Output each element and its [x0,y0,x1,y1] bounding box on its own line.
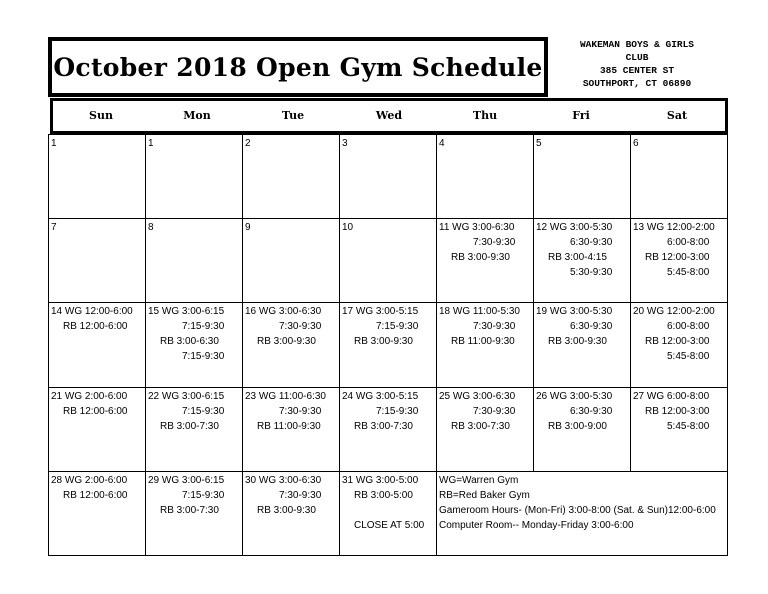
schedule-line [245,334,337,349]
calendar-day-cell [49,303,146,387]
schedule-line [633,250,725,265]
day-number: 18 [439,306,451,318]
schedule-text: RB 3:00-9:30 [257,504,316,516]
day-number: 28 [51,474,63,486]
schedule-text: 6:30-9:30 [570,321,613,333]
schedule-line [51,404,143,419]
schedule-text: WG 3:00-5:30 [549,390,613,402]
schedule-line [633,404,725,419]
calendar-week-row [49,387,728,471]
calendar-day-cell [146,135,243,219]
schedule-text: RB 12:00-3:00 [645,252,710,264]
schedule-text: WG 6:00-8:00 [646,390,710,402]
schedule-text: RB 11:00-9:30 [451,336,515,348]
calendar-day-cell [146,219,243,303]
schedule-text: WG 3:00-6:30 [452,390,516,402]
schedule-line [51,319,143,334]
calendar-day-cell [49,387,146,471]
schedule-line [633,319,725,334]
day-number: 11 [439,222,450,234]
day-number: 26 [536,390,548,402]
schedule-line [245,503,337,518]
calendar-day-cell [146,471,243,555]
schedule-text: RB 11:00-9:30 [257,420,321,432]
calendar-day-cell [534,135,631,219]
day-first-line [633,304,725,319]
schedule-text: 7:15-9:30 [182,405,225,417]
schedule-text: RB 12:00-6:00 [63,321,128,333]
day-first-line [342,304,434,319]
schedule-line [536,319,628,334]
weekday-sat: Sat [666,109,688,122]
day-number: 8 [148,222,154,234]
schedule-line [536,404,628,419]
day-number: 21 [51,390,63,402]
calendar-day-cell [243,219,340,303]
schedule-text: 6:30-9:30 [570,237,613,249]
schedule-text: 7:30-9:30 [473,405,516,417]
schedule-line [51,488,143,503]
schedule-text: WG 3:00-6:30 [258,474,322,486]
club-name-line-1: WAKEMAN BOYS & GIRLS [579,39,695,50]
schedule-line [439,404,531,419]
schedule-text: RB 3:00-9:30 [354,336,413,348]
weekday-header [50,98,728,134]
schedule-line [439,419,531,434]
schedule-text: WG 11:00-5:30 [452,306,520,318]
schedule-line [342,404,434,419]
day-number: 1 [51,138,57,149]
schedule-text: RB 3:00-4:15 [548,252,607,264]
schedule-text: RB 3:00-9:30 [257,336,316,348]
day-number: 6 [633,138,639,149]
schedule-text: WG 3:00-5:30 [549,222,613,234]
schedule-text: WG 3:00-5:15 [355,306,419,318]
calendar-day-cell [534,219,631,303]
day-number: 24 [342,390,354,402]
club-name-line-2: CLUB [625,52,649,63]
schedule-line [342,518,434,533]
day-number: 2 [245,138,251,149]
schedule-text: RB 12:00-6:00 [63,405,128,417]
schedule-text: 7:30-9:30 [279,405,322,417]
calendar-day-cell [243,471,340,555]
day-number: 13 [633,222,645,234]
day-number: 22 [148,390,160,402]
schedule-line [536,419,628,434]
day-number: 19 [536,306,548,318]
schedule-line [439,250,531,265]
day-number: 5 [536,138,542,149]
schedule-text: WG 3:00-6:30 [452,222,515,234]
calendar-day-cell [631,135,728,219]
weekday-sun: Sun [89,109,113,122]
schedule-line [633,349,725,364]
schedule-text: 6:00-8:00 [667,237,710,249]
calendar-week-row [49,219,728,303]
calendar-grid [48,134,728,556]
legend-line: RB=Red Baker Gym [439,489,530,501]
day-first-line [245,389,337,404]
schedule-text: RB 12:00-3:00 [645,405,710,417]
schedule-text: 7:30-9:30 [473,321,516,333]
day-first-line [439,220,531,235]
day-first-line [536,304,628,319]
calendar-day-cell [631,387,728,471]
schedule-line [148,349,240,364]
club-street: 385 CENTER ST [599,65,675,76]
day-number: 9 [245,222,251,234]
schedule-line [245,419,337,434]
day-first-line [633,389,725,404]
calendar-day-cell [340,387,437,471]
schedule-line [148,488,240,503]
calendar-day-cell [146,303,243,387]
day-number: 7 [51,222,57,234]
day-number: 20 [633,306,645,318]
schedule-line [342,488,434,503]
schedule-line [633,419,725,434]
day-first-line [245,473,337,488]
day-first-line [51,473,143,488]
schedule-text: RB 3:00-9:30 [548,336,607,348]
calendar-day-cell [437,303,534,387]
weekday-wed: Wed [375,109,403,122]
schedule-text: RB 12:00-6:00 [63,489,128,501]
day-first-line [148,473,240,488]
calendar-day-cell [631,303,728,387]
schedule-line [245,488,337,503]
schedule-line [148,404,240,419]
schedule-text: 7:15-9:30 [182,489,225,501]
calendar-day-cell [49,135,146,219]
day-number: 25 [439,390,451,402]
schedule-line [536,250,628,265]
schedule-text: RB 3:00-9:00 [548,420,607,432]
day-number: 14 [51,306,63,318]
schedule-line [536,265,628,280]
calendar-day-cell [243,387,340,471]
day-first-line [51,389,143,404]
legend-cell [437,471,728,555]
calendar-day-cell [49,471,146,555]
schedule-text: WG 3:00-6:15 [161,306,225,318]
day-number: 15 [148,306,160,318]
schedule-text: RB 3:00-7:30 [451,420,510,432]
day-number: 3 [342,138,348,149]
schedule-text: WG 12:00-2:00 [646,222,715,234]
schedule-line [633,235,725,250]
legend-line: Gameroom Hours- (Mon-Fri) 3:00-8:00 (Sat. & Sun)12:00-6:00 [439,504,716,516]
schedule-line [245,404,337,419]
schedule-title: October 2018 Open Gym Schedule [53,52,543,82]
schedule-text: RB 12:00-3:00 [645,336,710,348]
calendar-day-cell [340,471,437,555]
calendar-day-cell [243,135,340,219]
schedule-text: WG 2:00-6:00 [64,390,128,402]
schedule-text: 7:30-9:30 [279,321,322,333]
calendar-week-row [49,471,728,555]
schedule-line [342,319,434,334]
day-first-line [148,389,240,404]
schedule-line [439,319,531,334]
schedule-text: WG 2:00-6:00 [64,474,128,486]
day-number: 10 [342,222,354,234]
calendar-day-cell [243,303,340,387]
schedule-text: CLOSE AT 5:00 [354,519,425,531]
day-number: 30 [245,474,257,486]
day-first-line [342,473,434,488]
weekday-mon: Mon [183,109,211,122]
schedule-line [439,334,531,349]
schedule-text: WG 3:00-6:15 [161,390,225,402]
schedule-text: RB 3:00-7:30 [160,420,219,432]
calendar-day-cell [437,387,534,471]
calendar-day-cell [49,219,146,303]
day-number: 29 [148,474,160,486]
schedule-text: RB 3:00-9:30 [451,252,510,264]
schedule-text: 7:15-9:30 [376,321,419,333]
calendar-day-cell [340,135,437,219]
club-address [554,38,720,90]
schedule-text: WG 3:00-6:15 [161,474,225,486]
schedule-text: RB 3:00-7:30 [354,420,413,432]
day-number: 27 [633,390,645,402]
schedule-text: 7:15-9:30 [182,351,225,363]
day-first-line [439,304,531,319]
schedule-line [439,235,531,250]
weekday-fri: Fri [572,109,590,122]
day-first-line [536,389,628,404]
schedule-line [148,319,240,334]
day-number: 4 [439,138,445,149]
schedule-line [342,503,434,518]
schedule-text: 6:00-8:00 [667,321,710,333]
schedule-text: WG 3:00-5:15 [355,390,419,402]
schedule-line [148,503,240,518]
calendar-day-cell [437,135,534,219]
schedule-line [342,334,434,349]
day-number: 31 [342,474,354,486]
schedule-text: WG 3:00-5:00 [355,474,419,486]
club-city: SOUTHPORT, CT 06890 [582,78,692,89]
calendar-day-cell [631,219,728,303]
schedule-line [536,235,628,250]
day-first-line [51,304,143,319]
day-first-line [148,304,240,319]
schedule-text: 7:30-9:30 [279,489,322,501]
schedule-line [633,265,725,280]
day-first-line [439,389,531,404]
schedule-text: 5:45-8:00 [667,351,710,363]
schedule-line [342,419,434,434]
day-first-line [245,304,337,319]
schedule-line [148,334,240,349]
schedule-text: WG 11:00-6:30 [258,390,326,402]
schedule-text: RB 3:00-5:00 [354,489,413,501]
weekday-tue: Tue [281,109,305,122]
schedule-text: WG 3:00-6:30 [258,306,322,318]
day-number: 1 [148,138,154,149]
schedule-line [148,419,240,434]
legend-line: Computer Room-- Monday-Friday 3:00-6:00 [439,519,634,531]
day-first-line [342,389,434,404]
schedule-text: WG 12:00-6:00 [64,306,133,318]
calendar-week-row [49,135,728,219]
day-first-line [633,220,725,235]
schedule-text: RB 3:00-6:30 [160,336,219,348]
schedule-text: 5:45-8:00 [667,420,710,432]
weekday-thu: Thu [472,109,498,122]
day-number: 17 [342,306,354,318]
schedule-text: 6:30-9:30 [570,405,613,417]
calendar-day-cell [437,219,534,303]
schedule-line [633,334,725,349]
day-number: 16 [245,306,257,318]
calendar-day-cell [340,303,437,387]
schedule-text: 7:15-9:30 [376,405,419,417]
legend-line: WG=Warren Gym [439,474,519,486]
schedule-text: WG 3:00-5:30 [549,306,613,318]
calendar-day-cell [534,303,631,387]
day-first-line [536,220,628,235]
schedule-text: WG 12:00-2:00 [646,306,715,318]
schedule-line [536,334,628,349]
day-number: 12 [536,222,548,234]
schedule-text: 5:45-8:00 [667,267,710,279]
calendar-week-row [49,303,728,387]
schedule-line [245,319,337,334]
day-number: 23 [245,390,257,402]
schedule-text: 7:30-9:30 [473,237,516,249]
schedule-text: 7:15-9:30 [182,321,225,333]
schedule-title-box [48,37,548,97]
schedule-text: 5:30-9:30 [570,267,613,279]
calendar-day-cell [146,387,243,471]
calendar-day-cell [534,387,631,471]
schedule-text: RB 3:00-7:30 [160,504,219,516]
calendar-day-cell [340,219,437,303]
